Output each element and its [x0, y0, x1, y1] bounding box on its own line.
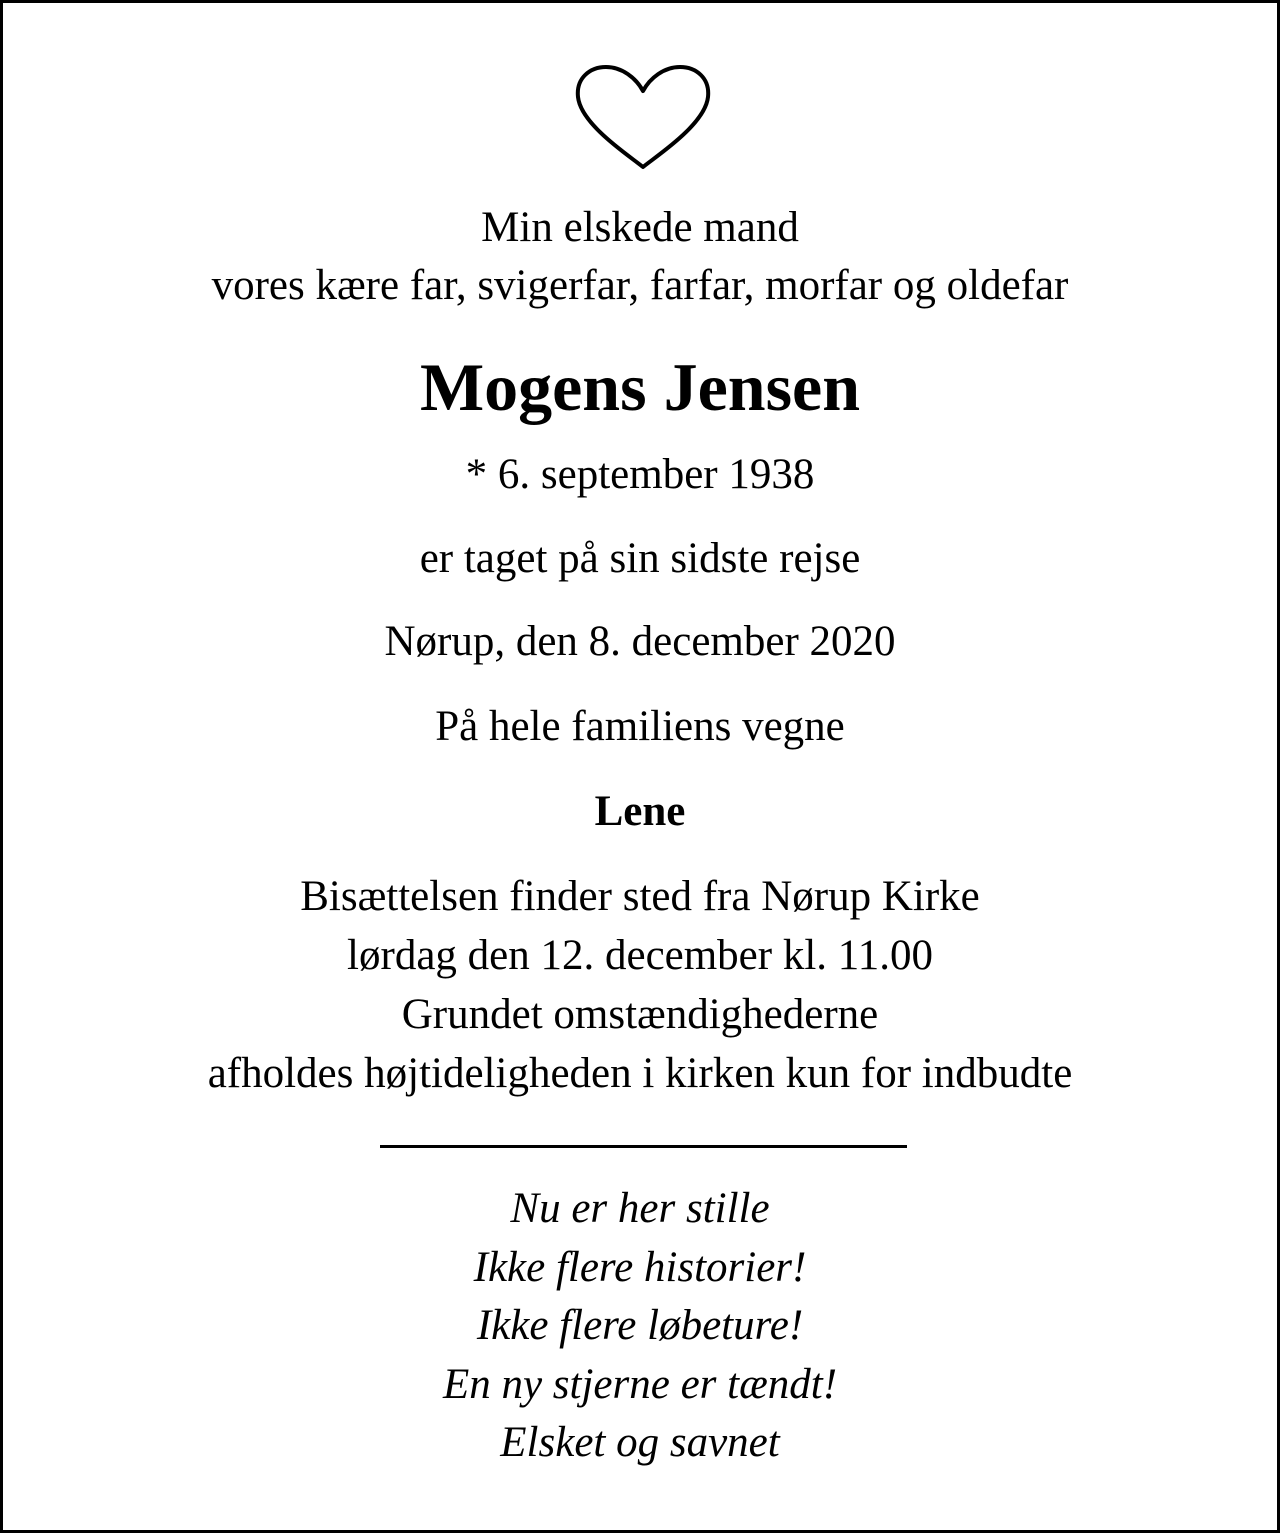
intro-line: vores kære far, svigerfar, farfar, morfar og oldefar: [211, 262, 1069, 309]
poem-line: Ikke flere historier!: [473, 1243, 807, 1291]
passing-text: er taget på sin sidste rejse: [419, 535, 861, 582]
poem-line: Nu er her stille: [510, 1185, 770, 1232]
poem-line: Ikke flere løbeture!: [476, 1302, 804, 1349]
signer-name: Lene: [594, 788, 686, 835]
funeral-line: Bisættelsen finder sted fra Nørup Kirke: [300, 873, 980, 920]
intro-text: [3, 199, 1277, 315]
funeral-details: [3, 867, 1277, 1103]
memorial-poem: [3, 1180, 1277, 1473]
on-behalf-text: På hele familiens vegne: [435, 703, 845, 750]
divider-rule: [380, 1145, 907, 1148]
funeral-line: afholdes højtideligheden i kirken kun for indbudte: [207, 1050, 1073, 1097]
funeral-line: lørdag den 12. december kl. 11.00: [347, 932, 933, 979]
deceased-name: Mogens Jensen: [419, 349, 861, 425]
intro-line: Min elskede mand: [481, 204, 799, 251]
poem-line: Elsket og savnet: [500, 1419, 780, 1466]
poem-line: En ny stjerne er tændt!: [442, 1360, 838, 1408]
heart-outline-icon: [573, 63, 713, 173]
birth-date: * 6. september 1938: [465, 451, 815, 498]
funeral-line: Grundet omstændighederne: [401, 991, 879, 1038]
place-and-date: Nørup, den 8. december 2020: [384, 618, 896, 665]
